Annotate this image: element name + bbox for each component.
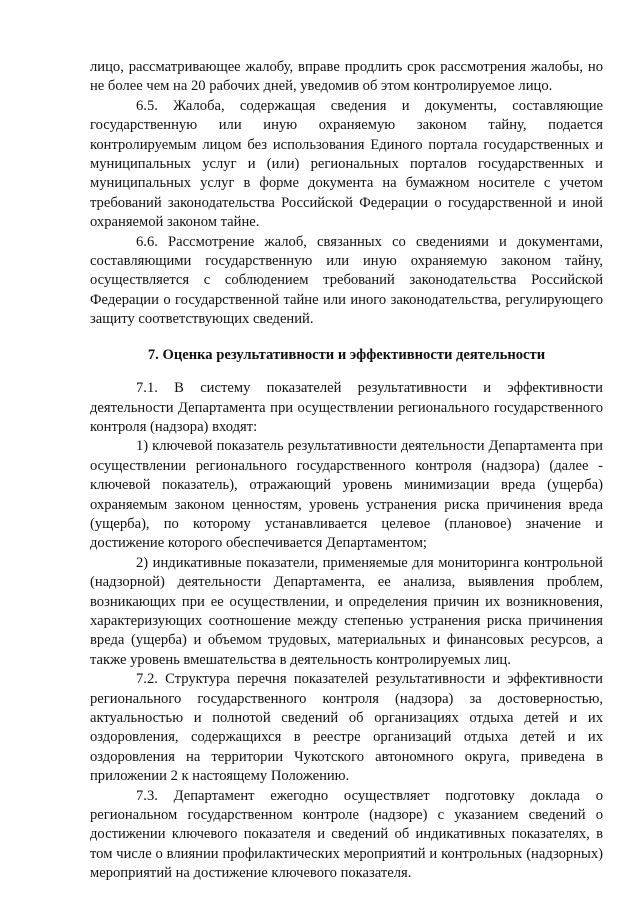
paragraph-continuation: лицо, рассматривающее жалобу, вправе продлить срок рассмотрения жалобы, но не более чем на 20 рабочих дней, уведомив об этом контролируемое лицо. (90, 59, 603, 95)
document-body (90, 58, 603, 884)
paragraph-6-5: 6.5. Жалоба, содержащая сведения и документы, составляющие государственную или иную охраняемую законом тайну, подается контролируемым лицом без использования Единого портала государственных и муниципальных услуг и (или) региональных порталов государственных и муниципальных услуг в форме документа на бумажном носителе с учетом требований законодательства Российской Федерации о государственной и иной охраняемой законом тайне. (90, 97, 603, 231)
paragraph-7-2: 7.2. Структура перечня показателей результативности и эффективности регионального государственного контроля (надзора) за достоверностью, актуальностью и полнотой сведений об организациях отдыха детей и их оздоровления, содержащихся в реестре организаций отдыха детей и их оздоровления на территории Чукотского автономного округа, приведена в приложении 2 к настоящему Положению. (90, 671, 603, 785)
paragraph-7-3: 7.3. Департамент ежегодно осуществляет подготовку доклада о региональном государственном контроле (надзоре) с указанием сведений о достижении ключевого показателя и сведений об индикативных показателях, в том числе о влиянии профилактических мероприятий и контрольных (надзорных) мероприятий на достижение ключевого показателя. (90, 787, 603, 882)
list-item-1: 1) ключевой показатель результативности деятельности Департамента при осуществлении регионального государственного контроля (надзора) (далее - ключевой показатель), отражающий уровень минимизации вреда (ущерба) охраняемым законом ценностям, уровень устранения риска причинения вреда (ущерба), по которому устанавливается целевое (плановое) значение и достижение которого обеспечивается Департаментом; (90, 438, 603, 552)
section-heading-7: 7. Оценка результативности и эффективности деятельности (147, 346, 546, 363)
paragraph-7-1: 7.1. В систему показателей результативности и эффективности деятельности Департамента при осуществлении регионального государственного контроля (надзора) входят: (90, 380, 603, 435)
list-item-2: 2) индикативные показатели, применяемые для мониторинга контрольной (надзорной) деятельности Департамента, ее анализа, выявления проблем, возникающих при ее осуществлении, и определения причин их возникновения, характеризующих соотношение между степенью устранения риска причинения вреда (ущерба) и объемом трудовых, материальных и финансовых ресурсов, а также уровень вмешательства в деятельность контролируемых лиц. (90, 554, 603, 668)
paragraph-6-6: 6.6. Рассмотрение жалоб, связанных со сведениями и документами, составляющими государственную или иную охраняемую законом тайну, осуществляется с соблюдением требований законодательства Российской Федерации о государственной тайне или иного законодательства, регулирующего защиту соответствующих сведений. (90, 233, 603, 328)
